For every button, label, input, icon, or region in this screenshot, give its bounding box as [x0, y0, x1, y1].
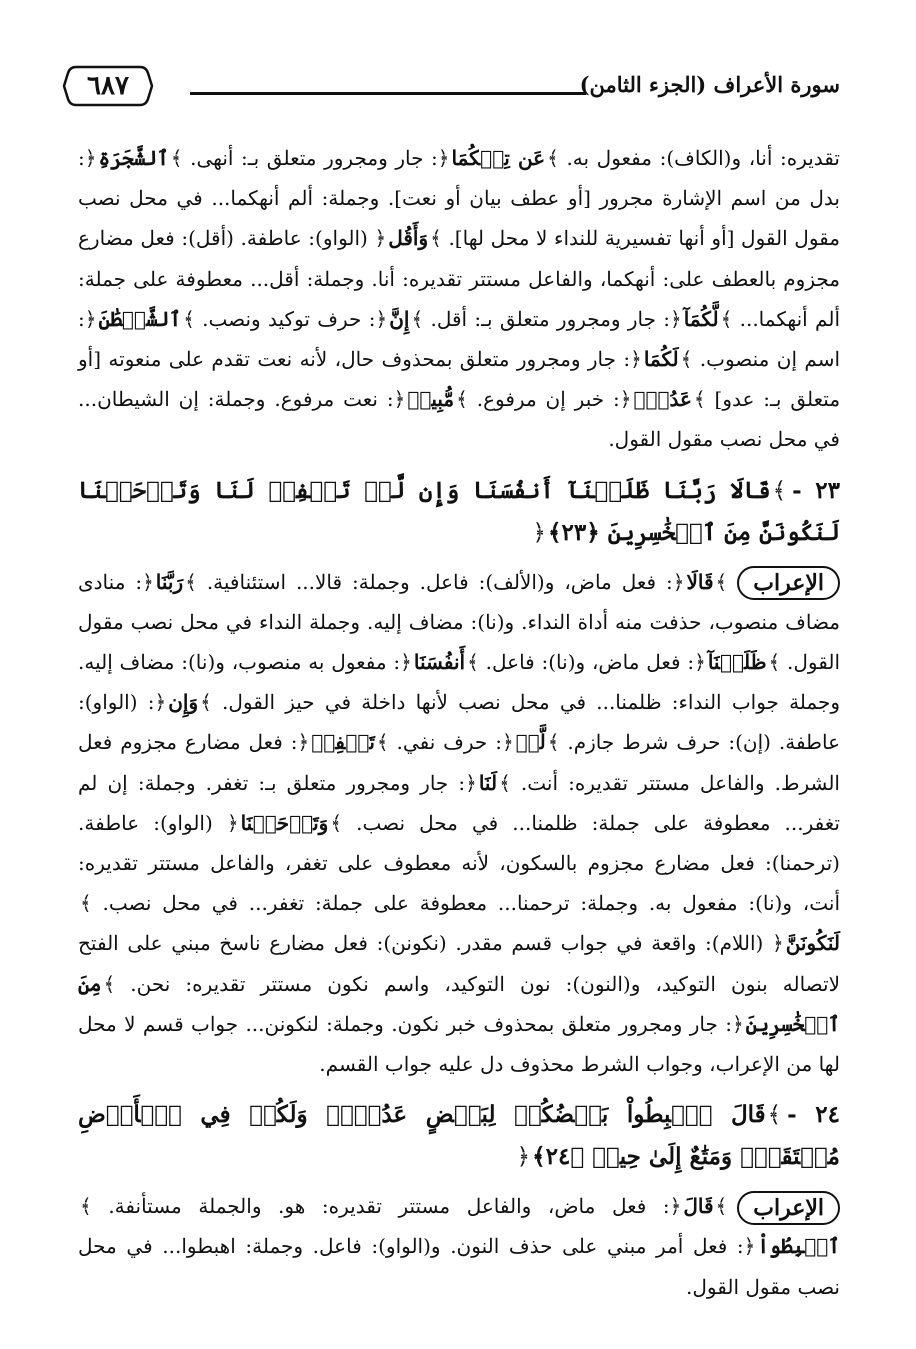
running-title: سورة الأعراف (الجزء الثامن) [579, 72, 840, 97]
quran-word: ﴾ لَكُمَا ﴿ [630, 347, 692, 371]
text-segment: : مفعول به منصوب، و(نا): مضاف إليه. وجملة جواب النداء: ظلمنا... في محل نصب لأنها داخلة في حيز القول. [78, 650, 841, 715]
text-segment: : فعل ماض، و(الألف): فاعل. وجملة: قالا... استئنافية. [206, 569, 673, 594]
quran-word: ﴾ قَالَ ﴿ [670, 1194, 728, 1218]
text-segment: : (الواو): عاطفة. (إن): حرف شرط جازم. [78, 690, 841, 755]
text-segment: : حرف توكيد ونصب. [202, 306, 376, 331]
quran-word: ﴾ تَغۡفِرۡ ﴿ [298, 730, 389, 754]
page-number: ٦٨٧ [87, 71, 129, 101]
verse-number: ٢٣ - [792, 476, 840, 504]
quran-word: ﴾ وَتَرۡحَمۡنَا ﴿ [227, 811, 342, 835]
text-segment: : خبر إن مرفوع. [476, 387, 620, 412]
text-segment: : بدل من اسم الإشارة مجرور [أو عطف بيان أو نعت]. وجملة: ألم أنهكما... في محل نصب مقول القول [أو أنها تفسيرية للنداء لا محل لها]. [78, 146, 840, 251]
quran-word: ﴾ ٱلشَّيۡطَٰنَ ﴿ [85, 307, 195, 331]
quran-word: ﴾ لَنَكُونَنَّ ﴿ [78, 891, 840, 955]
quran-word: ﴾ مُّبِينٞ ﴿ [394, 387, 468, 411]
text-segment: : فعل ماض، والفاعل مستتر تقديره: هو. والجملة مستأنفة. [108, 1194, 670, 1219]
text-segment: تقديره: أنا، و(الكاف): مفعول به. [566, 146, 840, 170]
text-segment: (اللام): واقعة في جواب قسم مقدر. (نكونن): فعل مضارع ناسخ مبني على الفتح لاتصاله بنون التوكيد، و(النون): نون التوكيد، واسم نكون مستتر تقديره: نحن. [78, 931, 840, 996]
verse-24 [78, 1094, 840, 1178]
iraab-label: الإعراب [737, 1191, 840, 1225]
page-number-badge [62, 64, 154, 108]
quran-word: ﴾ ٱلشَّجَرَةِ ﴿ [85, 146, 183, 170]
text-segment: : اسم إن منصوب. [78, 306, 841, 372]
quran-word: ﴾ وَأَقُل ﴿ [374, 226, 441, 250]
text-segment: : حرف نفي. [396, 730, 502, 755]
quran-word: ﴾ ظَلَمۡنَآ ﴿ [694, 650, 780, 674]
quran-word: ﴾ قَالَا ﴿ [673, 570, 728, 594]
text-segment: : فعل ماض، و(نا): فاعل. [485, 650, 695, 675]
quran-word: ﴾ إِنَّ ﴿ [375, 307, 423, 331]
text-segment: : جار ومجرور متعلق بمحذوف حال، لأنه نعت تقدم على منعوته [أو متعلق بـ: عدو] [78, 347, 841, 412]
text-segment: : جار ومجرور متعلق بـ: أنهى. [190, 146, 438, 170]
text-segment: : جار ومجرور متعلق بمحذوف خبر نكون. وجملة: لنكونن... جواب قسم لا محل لها من الإعراب، وجواب الشرط محذوف دل عليه جواب القسم. [78, 1011, 840, 1077]
text-segment: (الواو): عاطفة. (ترحمنا): فعل مضارع مجزوم بالسكون، لأنه معطوف على تغفر، والفاعل مستتر تقديره: أنت، و(نا): مفعول به. وجملة: ترحمنا... معطوفة على جملة: تغفر... في محل نصب. [78, 810, 841, 916]
quran-word: ﴾ مِنَ ٱلۡخَٰسِرِينَ ﴿ [78, 972, 840, 1036]
quran-word: ﴾ لَّكُمَآ ﴿ [670, 307, 732, 331]
text-segment: : فعل أمر مبني على حذف النون. و(الواو): فاعل. وجملة: اهبطوا... في محل نصب مقول القول. [78, 1234, 840, 1299]
verse-text: ﴾ قَالَ ٱهۡبِطُواْ بَعۡضُكُمۡ لِبَعۡضٍ عَدُوّٞۖ وَلَكُمۡ فِي ٱلۡأَرۡضِ مُسۡتَقَرّٞ وَمَتَٰعٌ إِلَىٰ حِينٖ ﴿٢٤﴾ ﴿ [78, 1101, 840, 1170]
text-segment: : منادى مضاف منصوب، حذفت منه أداة النداء. و(نا): مضاف إليه. وجملة النداء في محل نصب مقول القول. [78, 569, 841, 675]
verse-23 [78, 470, 840, 554]
text-segment: : فعل مضارع مجزوم فعل الشرط. والفاعل مستتر تقديره: أنت. [78, 730, 840, 795]
quran-word: ﴾ رَبَّنَا ﴿ [142, 570, 197, 594]
text-segment: : جار ومجرور متعلق بـ: أقل. [430, 306, 671, 331]
quran-word: ﴾ لَّمۡ ﴿ [502, 730, 560, 754]
quran-word: ﴾ وَإِن ﴿ [154, 690, 211, 714]
header-rule [190, 92, 586, 95]
quran-word: ﴾ عَدُوّٞ ﴿ [620, 387, 706, 411]
quran-word: ﴾ أَنفُسَنَا ﴿ [400, 650, 479, 674]
page-header [62, 60, 840, 126]
quran-word: ﴾ عَن تِلۡكُمَا ﴿ [438, 146, 559, 170]
text-segment: : جار ومجرور متعلق بـ: تغفر. وجملة: إن لم تغفر... معطوفة على جملة: ظلمنا... في محل نصب. [78, 770, 840, 835]
text-segment: : نعت مرفوع. وجملة: إن الشيطان... في محل نصب مقول القول. [78, 387, 840, 452]
page-content [78, 138, 840, 1307]
verse-number: ٢٤ - [787, 1101, 841, 1129]
iraab-label: الإعراب [737, 566, 840, 600]
iraab-paragraph-23 [78, 562, 840, 1085]
quran-word: ﴾ ٱهۡبِطُواْ ﴿ [78, 1194, 840, 1258]
verse-text: ﴾ قَالَا رَبَّنَا ظَلَمۡنَآ أَنفُسَنَا وَإِن لَّمۡ تَغۡفِرۡ لَنَا وَتَرۡحَمۡنَا لَنَكُونَنَّ مِنَ ٱلۡخَٰسِرِينَ ﴿٢٣﴾ ﴿ [78, 477, 840, 546]
iraab-paragraph-24 [78, 1186, 840, 1307]
commentary-paragraph-intro [78, 138, 840, 460]
text-segment: (الواو): عاطفة. (أقل): فعل مضارع مجزوم بالعطف على: أنهكما، والفاعل مستتر تقديره: أنا. وجملة: أقل... معطوفة على جملة: ألم أنهكما... [78, 226, 841, 331]
quran-word: ﴾ لَنَا ﴿ [465, 771, 511, 795]
